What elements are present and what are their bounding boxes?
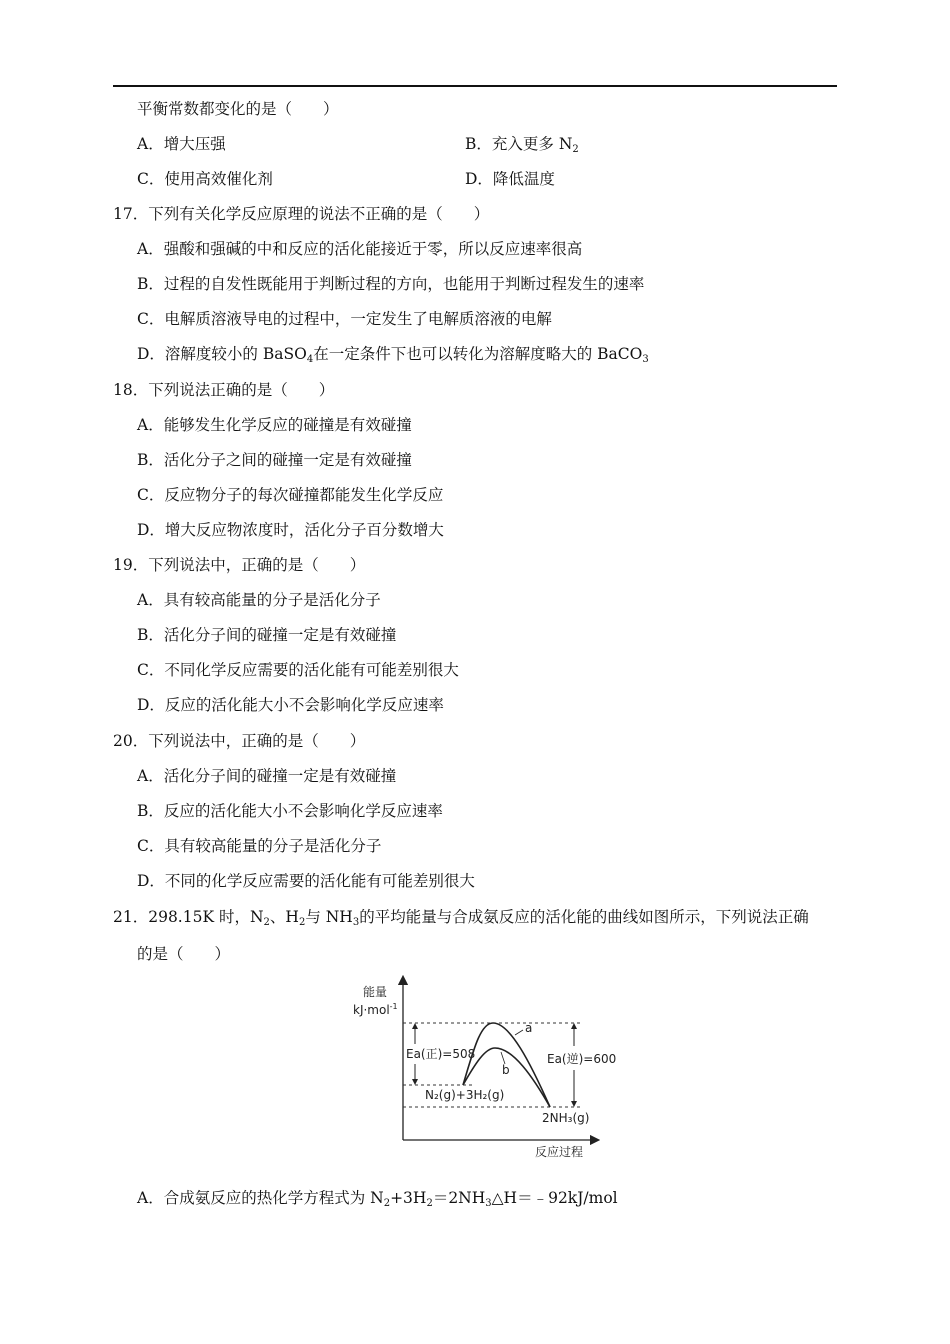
products-label: 2NH₃(g)	[542, 1111, 590, 1125]
q21-option-a: A．合成氨反应的热化学方程式为 $N_2+3H_2=2NH_3\triangle H=﹣92kJ$/mol	[137, 1189, 618, 1209]
q17-option-d: D．溶解度较小的 BaSO$_4$在一定条件下也可以转化为溶解度略大的 BaCO$_3$	[137, 345, 649, 365]
q19-option-b: B．活化分子间的碰撞一定是有效碰撞	[137, 626, 397, 644]
q19-stem: 19．下列说法中，正确的是（ ）	[113, 556, 366, 574]
q17-option-b: B．过程的自发性既能用于判断过程的方向，也能用于判断过程发生的速率	[137, 275, 645, 293]
q20-option-c: C．具有较高能量的分子是活化分子	[137, 837, 382, 855]
q20-option-d: D．不同的化学反应需要的活化能有可能差别很大	[137, 872, 475, 890]
energy-diagram	[345, 972, 625, 1162]
q21-stem: 21．298.15K 时，$N_2$、$H_2$与 $NH_3$的平均能量与合成氨反应的活化能的曲线如图所示，下列说法正确	[113, 908, 809, 928]
q20-stem: 20．下列说法中，正确的是（ ）	[113, 732, 366, 750]
q20-option-a: A．活化分子间的碰撞一定是有效碰撞	[137, 767, 397, 785]
q20-option-b: B．反应的活化能大小不会影响化学反应速率	[137, 802, 443, 820]
q18-option-c: C．反应物分子的每次碰撞都能发生化学反应	[137, 486, 444, 504]
q19-option-c: C．不同化学反应需要的活化能有可能差别很大	[137, 661, 459, 679]
curve-a-pointer	[515, 1030, 523, 1035]
q17-option-c: C．电解质溶液导电的过程中，一定发生了电解质溶液的电解	[137, 310, 552, 328]
q21-stem-line2: 的是（ ）	[137, 945, 231, 963]
ea-forward-label: Ea(正)=508	[406, 1047, 476, 1061]
curve-b-label: b	[502, 1063, 510, 1077]
q16-option-b: B．充入更多 $N_2$	[465, 135, 579, 155]
q18-option-a: A．能够发生化学反应的碰撞是有效碰撞	[137, 416, 412, 434]
q18-option-d: D．增大反应物浓度时，活化分子百分数增大	[137, 521, 444, 539]
reactants-label: N₂(g)+3H₂(g)	[425, 1088, 505, 1102]
q16-option-c: C．使用高效催化剂	[137, 170, 273, 188]
q18-stem: 18．下列说法正确的是（ ）	[113, 381, 335, 399]
energy-diagram-svg	[345, 972, 625, 1162]
q16-option-a: A．增大压强	[137, 135, 226, 153]
header-rule	[113, 85, 837, 87]
y-axis-label: 能量	[363, 985, 388, 999]
curve-a-label: a	[525, 1021, 533, 1035]
q16-option-d: D．降低温度	[465, 170, 555, 188]
ea-reverse-label: Ea(逆)=600	[547, 1052, 617, 1066]
y-axis-unit: kJ·mol$^{-1}$	[353, 1002, 398, 1017]
q18-option-b: B．活化分子之间的碰撞一定是有效碰撞	[137, 451, 412, 469]
q19-option-d: D．反应的活化能大小不会影响化学反应速率	[137, 696, 444, 714]
q16-stem-continuation: 平衡常数都变化的是（ ）	[137, 100, 339, 118]
x-axis-label: 反应过程	[535, 1145, 584, 1159]
q17-option-a: A．强酸和强碱的中和反应的活化能接近于零，所以反应速率很高	[137, 240, 583, 258]
q17-stem: 17．下列有关化学反应原理的说法不正确的是（ ）	[113, 205, 490, 223]
q19-option-a: A．具有较高能量的分子是活化分子	[137, 591, 381, 609]
